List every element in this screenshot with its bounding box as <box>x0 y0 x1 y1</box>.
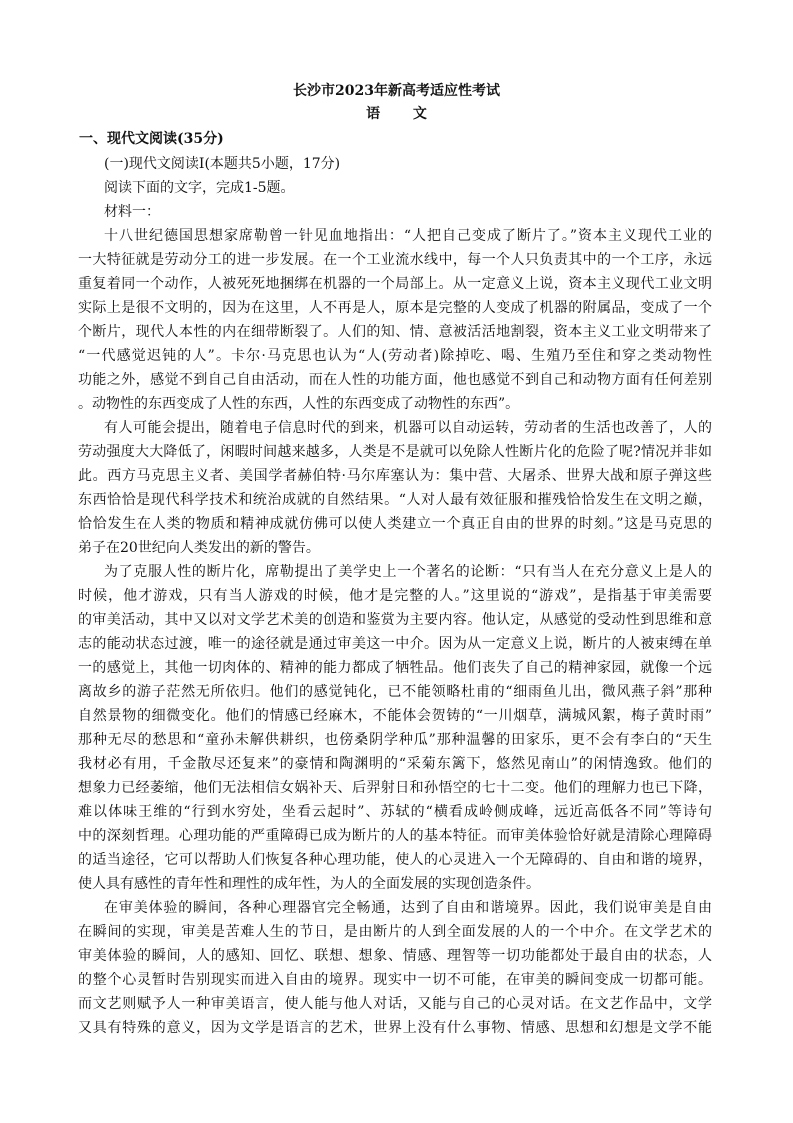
paragraph-line: 有人可能会提出，随着电子信息时代的到来，机器可以自动运转，劳动者的生活也改善了，人的 <box>104 420 712 436</box>
paragraph-line: 在审美体验的瞬间，各种心理器官完全畅通，达到了自由和谐境界。因此，我们说审美是自由 <box>104 900 712 916</box>
instruction-text: 阅读下面的文字，完成1-5题。 <box>104 180 295 196</box>
paragraph-line: 而文艺则赋予人一种审美语言，使人能与他人对话，又能与自己的心灵对话。在文艺作品中，文学 <box>78 996 712 1012</box>
paragraph-line: 。动物性的东西变成了人性的东西，人性的东西变成了动物性的东西”。 <box>78 396 520 412</box>
paragraph-line: 难以体味王维的“行到水穷处，坐看云起时”、苏轼的“横看成岭侧成峰，远近高低各不同”等诗句 <box>78 804 712 820</box>
paragraph-line: 弟子在20世纪向人类发出的新的警告。 <box>78 540 320 556</box>
paragraph-line: 的适当途径，它可以帮助人们恢复各种心理功能，使人的心灵进入一个无障碍的、自由和谐的境界， <box>78 852 712 868</box>
paragraph-line: 劳动强度大大降低了，闲暇时间越来越多，人类是不是就可以免除人性断片化的危险了呢?情况并非如 <box>78 444 712 460</box>
paragraph-line: 又具有特殊的意义，因为文学是语言的艺术，世界上没有什么事物、情感、思想和幻想是文学不能 <box>78 1020 712 1036</box>
paragraph-line: 审美体验的瞬间，人的感知、回忆、联想、想象、情感、理智等一切功能都处于最自由的状态，人 <box>78 948 712 964</box>
paragraph-line: 个断片，现代人本性的内在细带断裂了。人们的知、情、意被活活地割裂，资本主义工业文明带来了 <box>78 324 712 340</box>
paragraph-line: 重复着同一个动作，人被死死地捆绑在机器的一个局部上。从一定意义上说，资本主义现代工业文明 <box>78 276 712 292</box>
paragraph-line: 东西恰恰是现代科学技术和统治成就的自然结果。“人对人最有效征服和摧残恰恰发生在文明之巅， <box>78 492 712 508</box>
paragraph-line: 在瞬间的实现，审美是苦难人生的节日，是由断片的人到全面发展的人的一个中介。在文学艺术的 <box>78 924 712 940</box>
paragraph-line: “一代感觉迟钝的人”。卡尔·马克思也认为“人(劳动者)除掉吃、喝、生殖乃至住和穿之类动物性 <box>78 348 712 364</box>
paragraph-line: 恰恰发生在人类的物质和精神成就仿佛可以使人类建立一个真正自由的世界的时刻。”这是马克思的 <box>78 516 712 532</box>
paragraph-line: 此。西方马克思主义者、美国学者赫伯特·马尔库塞认为：集中营、大屠杀、世界大战和原子弹这些 <box>78 468 712 484</box>
paragraph-line: 使人具有感性的青年性和理性的成年性，为人的全面发展的实现创造条件。 <box>78 876 540 892</box>
paragraph-line: 离故乡的游子茫然无所依归。他们的感觉钝化，已不能领略杜甫的“细雨鱼儿出，微风燕子斜”那种 <box>78 684 712 700</box>
paragraph-line: 想象力已经萎缩，他们无法相信女娲补天、后羿射日和孙悟空的七十二变。他们的理解力也已下降， <box>78 780 712 796</box>
paragraph-line: 我材必有用，千金散尽还复来”的豪情和陶渊明的“采菊东篱下，悠然见南山”的闲情逸致。他们的 <box>78 756 712 772</box>
paragraph-line: 中的深刻哲理。心理功能的严重障碍已成为断片的人的基本特征。而审美体验恰好就是清除心理障碍 <box>78 828 712 844</box>
paragraph-line: 一的感觉上，其他一切肉体的、精神的能力都成了牺牲品。他们丧失了自己的精神家园，就像一个远 <box>78 660 712 676</box>
paragraph-line: 自然景物的细微变化。他们的情感已经麻木，不能体会贺铸的“一川烟草，满城风絮，梅子黄时雨” <box>78 708 712 724</box>
paragraph-line: 时候，他才游戏，只有当人游戏的时候，他才是完整的人。”这里说的“游戏”，是指基于审美需要 <box>78 588 712 604</box>
exam-title: 长沙市2023年新高考适应性考试 <box>293 83 500 99</box>
paragraph-line: 那种无尽的愁思和“童孙未解供耕织，也傍桑阴学种瓜”那种温馨的田家乐，更不会有李白的“天生 <box>78 732 712 748</box>
section-heading: 一、现代文阅读(35分) <box>79 131 224 147</box>
paragraph-line: 的整个心灵暂时告别现实而进入自由的境界。现实中一切不可能，在审美的瞬间变成一切都可能。 <box>78 972 712 988</box>
paragraph-line: 十八世纪德国思想家席勒曾一针见血地指出：“人把自己变成了断片了。”资本主义现代工业的 <box>104 228 712 244</box>
paragraph-line: 的审美活动，其中又以对文学艺术美的创造和鉴赏为主要内容。他认定，从感觉的受动性到思维和意 <box>78 612 712 628</box>
paragraph-line: 实际上是很不文明的，因为在这里，人不再是人，原本是完整的人变成了机器的附属品，变成了一个 <box>78 300 712 316</box>
paragraph-line: 志的能动状态过渡，唯一的途径就是通过审美这一中介。因为从一定意义上说，断片的人被束缚在单 <box>78 636 712 652</box>
paragraph-line: 为了克服人性的断片化，席勒提出了美学史上一个著名的论断：“只有当人在充分意义上是人的 <box>104 564 712 580</box>
paragraph-line: 一大特征就是劳动分工的进一步发展。在一个工业流水线中，每一个人只负责其中的一个工序，永远 <box>78 252 712 268</box>
material-label: 材料一： <box>104 204 160 220</box>
subsection-heading: (一)现代文阅读Ⅰ(本题共5小题，17分) <box>104 156 341 172</box>
exam-subject: 语 文 <box>366 106 441 122</box>
paragraph-line: 功能之外，感觉不到自己自由活动，而在人性的功能方面，他也感觉不到自己和动物方面有任何差别 <box>78 372 712 388</box>
